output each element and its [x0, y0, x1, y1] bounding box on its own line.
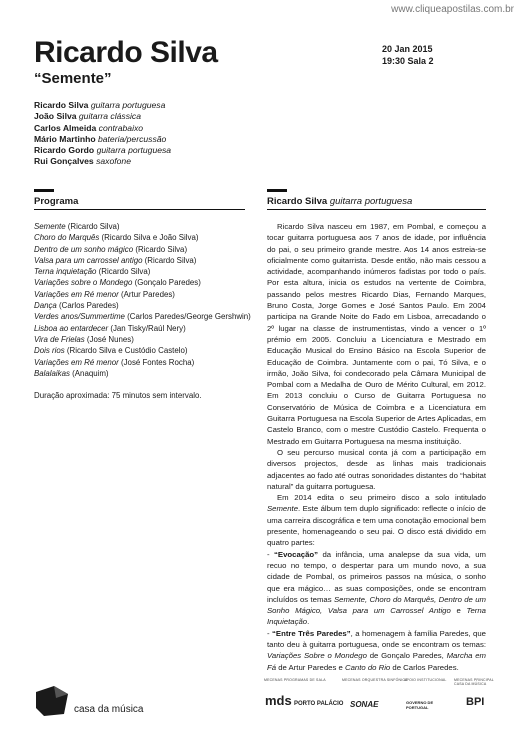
programa-item: Lisboa ao entardecer (Jan Tisky/Raúl Nery) [34, 323, 186, 333]
cast-member: Carlos Almeida contrabaixo [34, 122, 144, 133]
programa-item: Variações sobre o Mondego (Gonçalo Paredes) [34, 278, 201, 288]
programa-item: Verdes anos/Summertime (Carlos Paredes/George Gershwin) [34, 312, 251, 322]
divider [34, 209, 245, 210]
programa-item: Dança (Carlos Paredes) [34, 301, 119, 311]
sponsor-porto-palacio: PORTO PALÁCIO [294, 701, 344, 707]
logo-text: casa da música [74, 704, 144, 715]
casa-da-musica-logo [34, 684, 70, 718]
programa-item: Semente (Ricardo Silva) [34, 222, 120, 231]
biography [267, 221, 486, 673]
sponsor-label: MECENAS PRINCIPAL CASA DA MÚSICA [454, 678, 494, 686]
programa-item: Dentro de um sonho mágico (Ricardo Silva) [34, 244, 188, 254]
cast-member: Ricardo Gordo guitarra portuguesa [34, 145, 172, 156]
cast-member: Ricardo Silva guitarra portuguesa [34, 100, 166, 110]
programa-list [34, 221, 251, 401]
sponsor-sonae: SONAE [350, 700, 379, 709]
programa-item: Valsa para um carrossel antigo (Ricardo Silva) [34, 255, 197, 265]
programa-item: Dois rios (Ricardo Silva e Custódio Castelo) [34, 346, 188, 356]
sponsor-governo: GOVERNO DE PORTUGAL [406, 700, 434, 710]
cast-member: Rui Gonçalves saxofone [34, 156, 131, 167]
section-marker [267, 189, 287, 192]
bio-heading: Ricardo Silva guitarra portuguesa [267, 196, 413, 207]
programa-item: Variações em Ré menor (Artur Paredes) [34, 289, 175, 299]
section-marker [34, 189, 54, 192]
concert-subtitle: “Semente” [34, 70, 112, 87]
duration-note: Duração aproximada: 75 minutos sem intervalo. [34, 391, 202, 401]
bio-paragraph: Ricardo Silva nasceu em 1987, em Pombal, e começou a tocar guitarra portuguesa aos 7 anos de idade, por influência do pai, o seu primeiro grande mestre. Aos 14 anos estreia-se oficialmente como guitarrista. Desde então, não mais cessou a actividade, acompanhando inúmeros fadistas por todo o país. Por esta altura, inicia os estudos na vertente de Coimbra, passando pelos mestres Ricardo Dias, Fernando Marques, Bruno Costa, Jorge Gomes e José Santos Paulo. Em 2004 participa na Grande Noite do Fado em Lisboa, arrecadando o 2º lugar na classe de instrumentistas, vindo a vencer o 1º prémio em 2005. Concluiu a Licenciatura e Mestrado em Educação Musical do Ensino Básico na Escola Superior de Educação de Coimbra. Juntamente com o pai, Tó Silva, e o irmão, João Silva, foi condecorado pela Câmara Municipal de Pombal com a Medalha de Ouro de Mérito Cultural, em 2012. Em 2013 concluiu o Curso de Guitarra Portuguesa no Conservatório de Música de Coimbra e a Licenciatura em Guitarra Portuguesa na Escola Superior de Artes Aplicadas, em Castelo Branco, com o mestre Custódio Castelo. Frequenta o Mestrado em Guitarra Portuguesa na mesma instituição. [267, 222, 486, 446]
programa-item: Terna inquietação (Ricardo Silva) [34, 267, 151, 277]
watermark: www.cliqueapostilas.com.br [391, 4, 514, 15]
divider [267, 209, 486, 210]
concert-time-room: 19:30 Sala 2 [382, 56, 434, 66]
programa-item: Balalaikas (Anaquim) [34, 368, 109, 378]
sponsor-bpi: BPI [466, 696, 485, 708]
sponsor-label: MECENAS PROGRAMAS DE SALA [264, 678, 326, 682]
concert-date: 20 Jan 2015 [382, 44, 433, 54]
programa-heading: Programa [34, 196, 79, 207]
cast-member: João Silva guitarra clássica [34, 111, 141, 122]
sponsor-mds: mds [265, 693, 292, 708]
programa-item: Variações em Ré menor (José Fontes Rocha) [34, 357, 195, 367]
concert-date-block [382, 43, 434, 67]
programa-item: Vira de Frielas (José Nunes) [34, 334, 134, 344]
cast-member: Mário Martinho bateria/percussão [34, 133, 167, 144]
sponsor-label: APOIO INSTITUCIONAL [404, 678, 447, 682]
programa-item: Choro do Marquês (Ricardo Silva e João Silva) [34, 233, 199, 243]
sponsor-label: MECENAS ORQUESTRA SINFÓNICA [342, 678, 408, 682]
page-title: Ricardo Silva [34, 36, 218, 69]
bio-paragraph: - “Entre Três Paredes”, a homenagem à família Paredes, que tanto deu à guitarra portuguesa, onde se encontram os temas: Variações Sobre o Mondego de Gonçalo Paredes, Marcha em Fá de Artur Paredes e Canto do Rio de Carlos Paredes. [267, 628, 486, 672]
bio-paragraph: O seu percurso musical conta já com a participação em diversos projectos, desde as linhas mais tradicionais adjacentes ao fado até outras sonoridades distantes do “habitat natural” da guitarra portuguesa. [267, 447, 486, 491]
bio-paragraph: Em 2014 edita o seu primeiro disco a solo intitulado Semente. Este álbum tem duplo significado: reflecte o início de uma carreira discográfica e tem uma conotação emocional bem presente, homenageando o seu pai. O disco está dividido em quatro partes: [267, 493, 486, 548]
cast-list [34, 100, 171, 168]
bio-paragraph: - “Evocação” da infância, uma analepse da sua vida, um recuo no tempo, o despertar para um mundo novo, a sua cidade de Pombal, os primeiros passos na música, o sonho que era mágico… as suas composições, onde se encontram incluídos os temas Semente, Choro do Marquês, Dentro de um Sonho Mágico, Valsa para um Carrossel Antigo e Terna Inquietação. [267, 549, 486, 627]
